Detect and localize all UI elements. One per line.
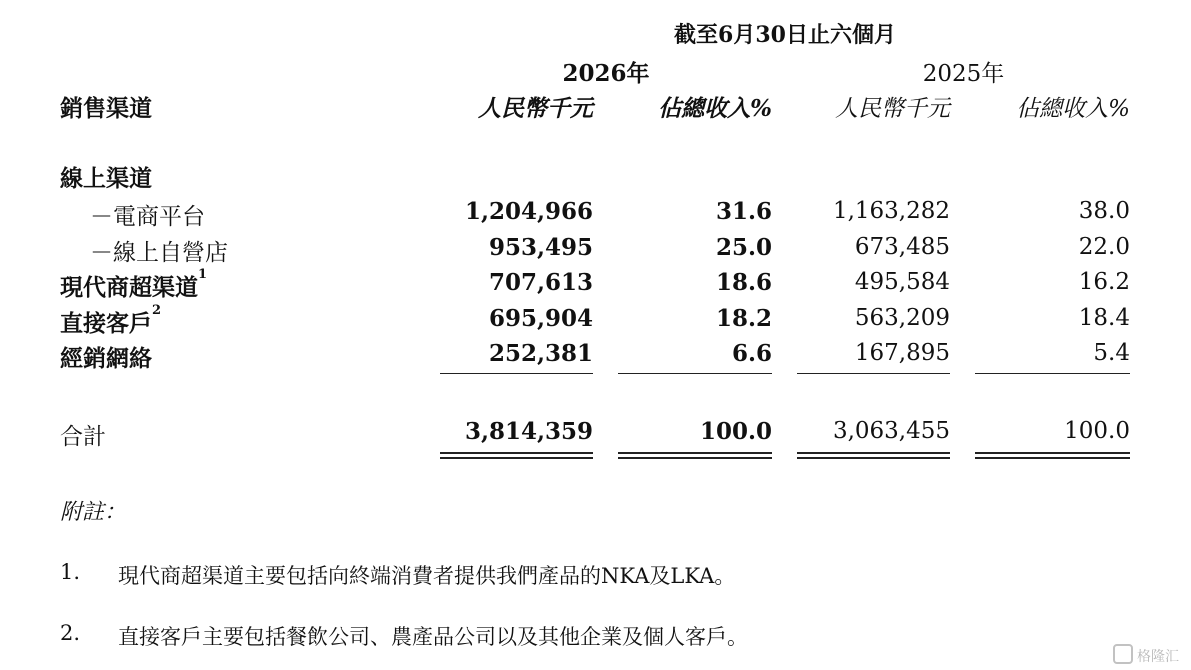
row-label-ecommerce: －電商平台 — [90, 204, 205, 230]
watermark-logo-icon — [1113, 644, 1133, 664]
cell-pct-2025: 16.2 — [1078, 269, 1130, 295]
row-label-distribution: 經銷網絡 — [60, 345, 152, 372]
total-double-rule — [440, 452, 593, 454]
note-number: 2. — [60, 621, 81, 645]
footnote-marker: 1 — [198, 267, 208, 282]
pct-2026-header: 佔總收入% — [658, 95, 772, 122]
total-double-rule — [797, 457, 950, 459]
cell-pct-2026: 18.6 — [715, 269, 772, 296]
total-double-rule — [618, 452, 772, 454]
cell-value-2026: 252,381 — [488, 340, 593, 367]
cell-value-2026: 1,204,966 — [464, 198, 593, 225]
subtotal-rule — [440, 373, 593, 374]
rmb-2026-header: 人民幣千元 — [478, 95, 593, 122]
watermark-text: 格隆汇 — [1137, 649, 1179, 665]
notes-title: 附註： — [60, 500, 127, 525]
note-text: 現代商超渠道主要包括向終端消費者提供我們產品的NKA及LKA。 — [118, 564, 736, 588]
subtotal-rule — [975, 373, 1130, 374]
cell-pct-2026: 18.2 — [715, 305, 772, 332]
cell-pct-2026: 31.6 — [715, 198, 772, 225]
pct-2025-header: 佔總收入% — [1016, 96, 1130, 122]
subtotal-rule — [797, 373, 950, 374]
period-header: 截至6月30日止六個月 — [674, 22, 896, 48]
cell-pct-2025: 22.0 — [1078, 234, 1130, 260]
cell-pct-2025: 38.0 — [1078, 198, 1130, 224]
row-label-online: 線上渠道 — [60, 165, 152, 192]
cell-pct-2025: 5.4 — [1093, 340, 1130, 366]
cell-pct-2025: 18.4 — [1078, 305, 1130, 331]
note-text: 直接客戶主要包括餐飲公司、農產品公司以及其他企業及個人客戶。 — [118, 625, 748, 649]
rmb-2025-header: 人民幣千元 — [835, 96, 950, 122]
year-2026-header: 2026年 — [562, 60, 650, 87]
total-double-rule — [975, 452, 1130, 454]
row-label-online-store: －線上自營店 — [90, 240, 228, 266]
row-label-modern-retail — [60, 269, 207, 302]
cell-value-2025: 167,895 — [854, 340, 950, 366]
cell-pct-2026: 25.0 — [715, 234, 772, 261]
row-label-text: 現代商超渠道 — [60, 274, 198, 301]
cell-value-2026: 695,904 — [488, 305, 593, 332]
total-double-rule — [975, 457, 1130, 459]
footnote-marker: 2 — [152, 303, 162, 318]
total-double-rule — [440, 457, 593, 459]
total-value-2025: 3,063,455 — [832, 418, 950, 444]
row-label-direct-customers — [60, 305, 161, 338]
total-double-rule — [797, 452, 950, 454]
row-label-header: 銷售渠道 — [60, 95, 152, 122]
cell-value-2026: 707,613 — [488, 269, 593, 296]
subtotal-rule — [618, 373, 772, 374]
cell-value-2025: 563,209 — [854, 305, 950, 331]
total-value-2026: 3,814,359 — [464, 418, 593, 445]
cell-value-2025: 673,485 — [854, 234, 950, 260]
total-label: 合計 — [60, 424, 106, 450]
cell-value-2025: 1,163,282 — [832, 198, 950, 224]
cell-value-2026: 953,495 — [488, 234, 593, 261]
cell-pct-2026: 6.6 — [731, 340, 772, 367]
total-pct-2026: 100.0 — [699, 418, 772, 445]
watermark — [1113, 644, 1179, 666]
note-number: 1. — [60, 560, 81, 584]
year-2025-header: 2025年 — [922, 61, 1005, 87]
cell-value-2025: 495,584 — [854, 269, 950, 295]
total-pct-2025: 100.0 — [1064, 418, 1130, 444]
row-label-text: 直接客戶 — [60, 310, 152, 337]
total-double-rule — [618, 457, 772, 459]
